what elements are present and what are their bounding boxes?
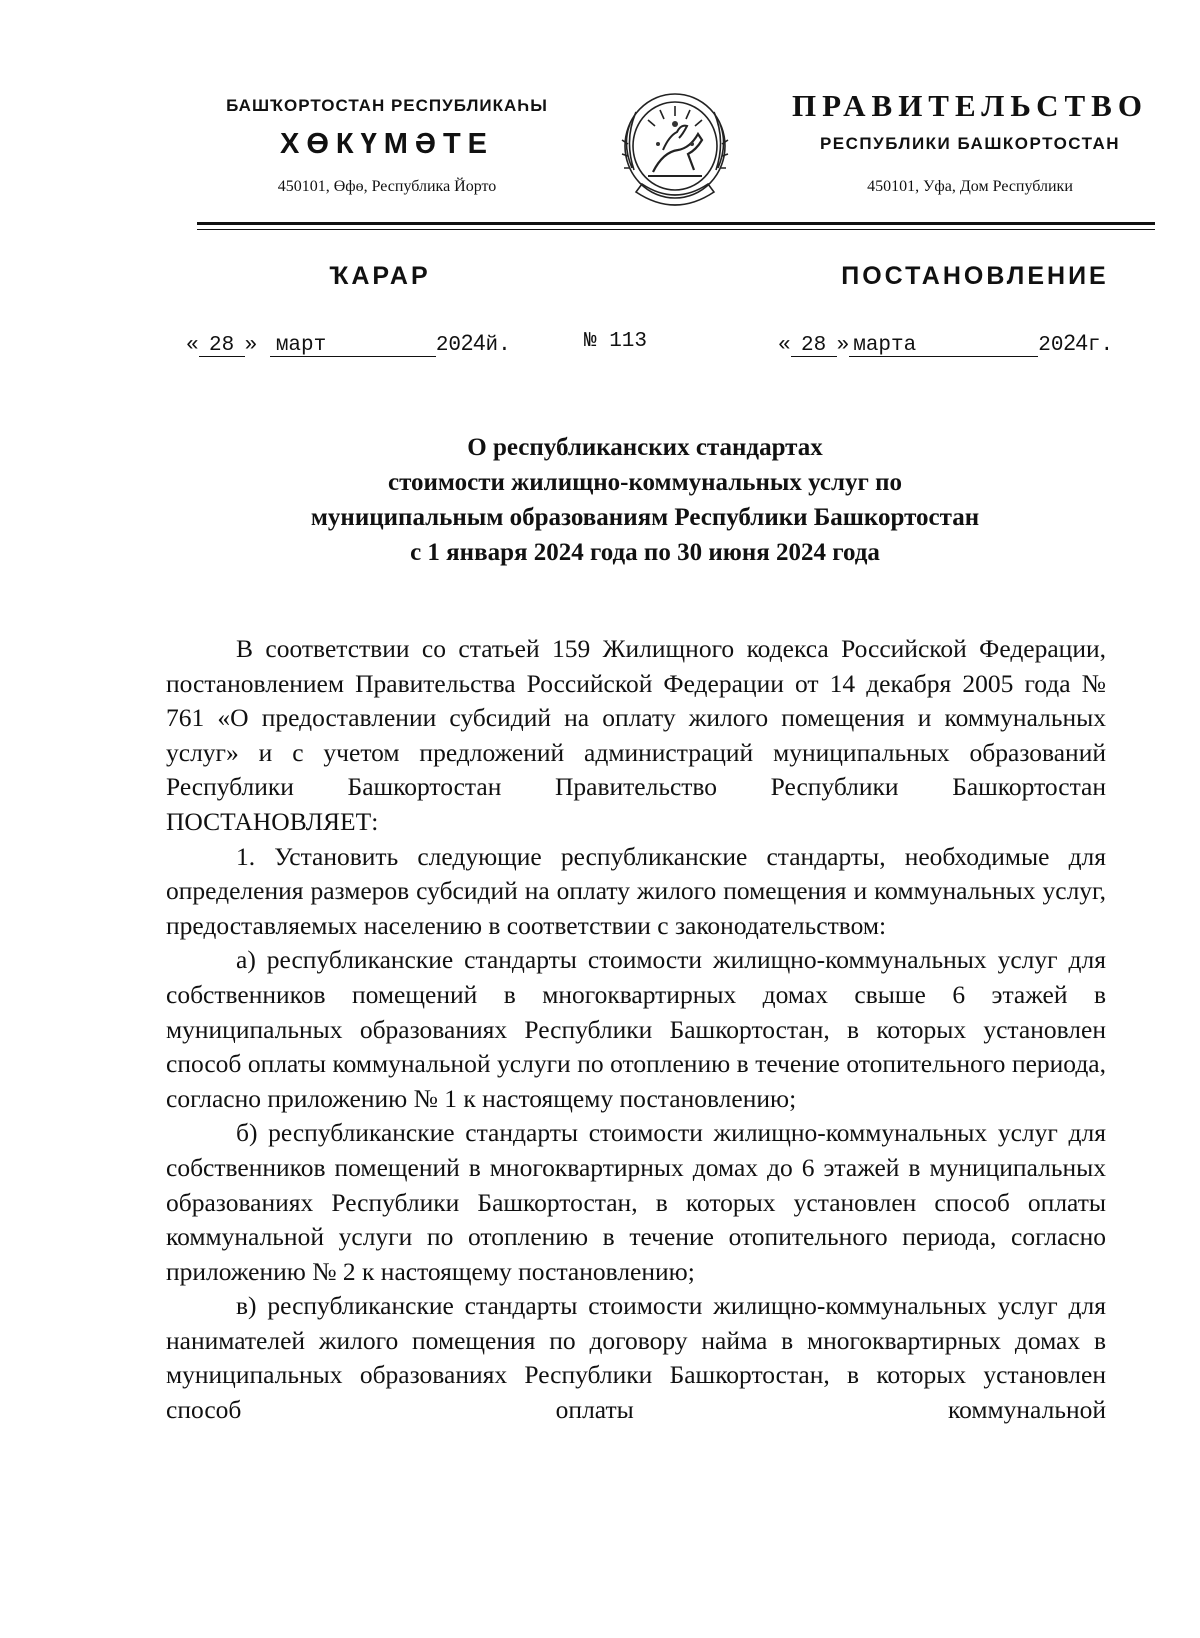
date-close-quote: » (836, 334, 850, 357)
date-year-suffix: 24 (461, 330, 486, 355)
paragraph-item-a: а) республиканские стандарты стоимости жилищно-коммунальных услуг для собственников помещений в многоквартирных домах свыше 6 этажей в муниципальных образованиях Республики Башкортостан, в которых установлен способ оплаты коммунальной услуги по отоплению в течение отопительного периода, согласно приложению № 1 к настоящему постановлению; (166, 945, 1106, 1113)
paragraph-item-1: 1. Установить следующие республиканские стандарты, необходимые для определения размеров субсидий на оплату жилого помещения и коммунальных услуг, предоставляемых населению в соответствии с законодательством: (166, 841, 1106, 940)
org-name-russian: РЕСПУБЛИКИ БАШКОРТОСТАН (819, 134, 1121, 153)
coat-of-arms-icon (608, 84, 742, 214)
doc-type-russian: ПОСТАНОВЛЕНИЕ (841, 262, 1109, 290)
date-year-suffix: 24 (1063, 330, 1088, 355)
paragraph-preamble: В соответствии со статьей 159 Жилищного кодекса Российской Федерации, постановлением Правительства Российской Федерации от 14 декабря 2005 года № 761 «О предоставлении субсидий на оплату жилого помещения и коммунальных услуг» и с учетом предложений администраций муниципальных образований Республики Башкортостан Правительство Республики Башкортостан ПОСТАНОВЛЯЕТ: (166, 634, 1106, 836)
date-month: марта (849, 336, 1038, 357)
address-russian: 450101, Уфа, Дом Республики (867, 178, 1073, 195)
header-divider-thin (197, 229, 1155, 230)
document-title (190, 430, 1100, 570)
doc-number: № 113 (584, 330, 648, 353)
date-close-quote: » (244, 334, 258, 357)
date-line-russian (778, 330, 1113, 357)
org-name-bashkir: БАШҠОРТОСТАН РЕСПУБЛИКАҺЫ (226, 96, 548, 115)
date-suffix: й. (485, 334, 511, 357)
government-name-russian: ПРАВИТЕЛЬСТВО (792, 88, 1148, 123)
date-year-prefix: 20 (435, 334, 462, 357)
date-year-prefix: 20 (1038, 334, 1064, 357)
title-line: муниципальным образованиям Республики Башкортостан (310, 504, 980, 531)
paragraph-item-v: в) республиканские стандарты стоимости жилищно-коммунальных услуг для нанимателей жилого помещения по договору найма в многоквартирных домах в муниципальных образованиях Республики Башкортостан, в которых установлен способ оплаты коммунальной (166, 1291, 1106, 1425)
address-bashkir: 450101, Өфө, Республика Йорто (277, 178, 497, 195)
doc-type-bashkir: ҠАРАР (329, 262, 431, 290)
government-name-bashkir: ХӨКҮМӘТЕ (280, 128, 494, 160)
date-open-quote: « (186, 334, 199, 357)
date-line-bashkir (186, 330, 511, 357)
date-day: 28 (199, 336, 245, 357)
title-line: О республиканских стандартах (467, 434, 823, 461)
date-suffix: г. (1087, 334, 1114, 357)
date-day: 28 (791, 336, 837, 357)
paragraph-item-b: б) республиканские стандарты стоимости жилищно-коммунальных услуг для собственников помещений в многоквартирных домах до 6 этажей в муниципальных образованиях Республики Башкортостан, в которых установлен способ оплаты коммунальной услуги по отоплению в течение отопительного периода, согласно приложению № 2 к настоящему постановлению; (166, 1118, 1106, 1286)
title-line: стоимости жилищно-коммунальных услуг по (387, 469, 903, 496)
date-open-quote: « (778, 334, 791, 357)
document-body (166, 632, 1106, 1428)
header-divider-thick (197, 222, 1155, 225)
title-line: с 1 января 2024 года по 30 июня 2024 года (410, 539, 880, 566)
date-month: март (270, 336, 436, 357)
